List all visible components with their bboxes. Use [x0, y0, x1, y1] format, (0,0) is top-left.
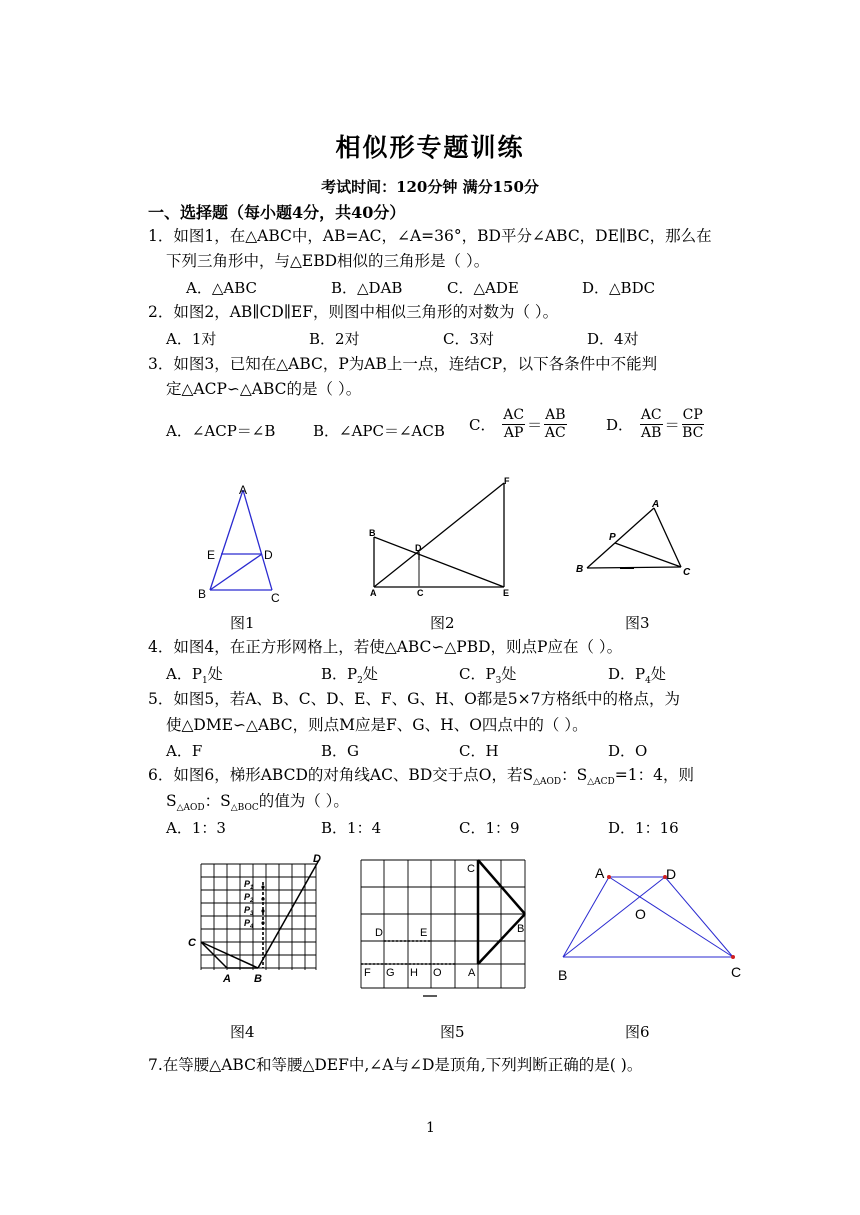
fig4-label-a: A: [223, 973, 231, 985]
q1-option-b: B．△DAB: [331, 279, 403, 297]
q4-option-d-label: D．P: [608, 665, 646, 683]
q6-option-b: B．1：4: [321, 819, 382, 837]
q4-option-a-label: A．P: [166, 665, 202, 683]
fig3-label-p: P: [609, 532, 616, 543]
fig5-label-o: O: [433, 967, 442, 979]
question-6-line2: [166, 791, 349, 818]
fig6-label-o: O: [635, 906, 646, 922]
figure-1: [195, 480, 295, 605]
q1-option-d: D．△BDC: [582, 279, 656, 297]
q6-text-2: ：S: [561, 766, 588, 784]
q5-option-b: B．G: [321, 742, 360, 760]
q3-option-d: [606, 407, 706, 442]
fig5-label-f: F: [364, 967, 371, 979]
fig6-label-c: C: [731, 964, 742, 980]
frac-numerator: AB: [545, 407, 566, 423]
q5-option-a: A．F: [166, 742, 203, 760]
q5-option-d: D．O: [608, 742, 648, 760]
fig2-label-c: C: [417, 588, 424, 598]
frac-denominator: AB: [641, 425, 662, 441]
fig3-label-b: B: [576, 564, 584, 575]
q3-c-fraction-1: [502, 407, 525, 442]
question-1-line2: 下列三角形中，与△EBD相似的三角形是（ ）。: [166, 252, 490, 270]
fig1-label-d: D: [264, 548, 273, 562]
q4-option-c-label: C．P: [459, 665, 496, 683]
q6-text-3: =1：4，则: [614, 766, 694, 784]
fig1-label-a: A: [239, 483, 248, 497]
fig5-label-a: A: [468, 967, 476, 979]
fig5-label-g: G: [386, 967, 395, 979]
fig6-label-b: B: [558, 967, 568, 983]
fig2-label-f: F: [504, 476, 510, 486]
fig5-label-d: D: [375, 927, 383, 939]
q4-option-c: [459, 663, 516, 686]
subscript: △ACD: [587, 777, 615, 788]
subscript: △AOD: [533, 777, 562, 788]
q3-option-d-label: D．: [606, 416, 634, 434]
q5-option-c: C．H: [459, 742, 499, 760]
question-5-line1: 5．如图5，若A、B、C、D、E、F、G、H、O都是5×7方格纸中的格点，为: [148, 690, 680, 708]
q4-option-d: [608, 663, 666, 686]
question-3-line2: 定△ACP∽△ABC的是（ ）。: [166, 380, 362, 398]
q6-option-a: A．1：3: [166, 819, 226, 837]
question-3-line1: 3．如图3，已知在△ABC，P为AB上一点，连结CP，以下各条件中不能判: [148, 355, 658, 373]
q2-option-c: C．3对: [443, 330, 495, 348]
frac-denominator: AP: [503, 425, 524, 441]
figure-2: [366, 475, 516, 600]
fig4-label-p2: P: [244, 892, 251, 902]
fig2-label-a: A: [370, 588, 377, 598]
caption-fig2: 图2: [430, 614, 455, 632]
q4-suffix: 处: [207, 665, 223, 683]
q4-option-a: [166, 663, 223, 686]
subscript: 4: [645, 676, 651, 686]
q6-text-4: S: [166, 792, 177, 810]
q4-option-b: [321, 663, 378, 686]
fig4-sub-1: 1: [250, 885, 254, 891]
q6-option-d: D．1：16: [608, 819, 679, 837]
caption-fig6: 图6: [625, 1023, 650, 1041]
figure-5: [353, 852, 533, 1002]
fig5-label-c: C: [467, 863, 475, 875]
q6-text-1: 6．如图6，梯形ABCD的对角线AC、BD交于点O，若S: [148, 766, 534, 784]
equals-sign: ＝: [527, 416, 543, 434]
fig4-label-b: B: [254, 973, 262, 985]
fig4-label-p4: P: [244, 918, 251, 928]
frac-numerator: AC: [503, 407, 525, 423]
fig5-label-e: E: [420, 927, 428, 939]
subscript: 1: [201, 676, 208, 686]
fig1-label-c: C: [271, 591, 280, 605]
fig4-sub-3: 3: [250, 911, 254, 917]
fig3-label-a: A: [652, 499, 660, 510]
subscript: 3: [495, 676, 502, 686]
caption-fig1: 图1: [230, 614, 255, 632]
q3-option-c: [469, 407, 569, 442]
figure-3: [572, 495, 702, 585]
fig5-label-h: H: [410, 967, 418, 979]
q3-option-c-label: C．: [469, 416, 496, 434]
q2-option-a: A．1对: [166, 330, 217, 348]
caption-fig4: 图4: [230, 1023, 255, 1041]
frac-denominator: AC: [544, 425, 566, 441]
page-number: 1: [426, 1120, 435, 1136]
exam-info: 考试时间：120分钟 满分150分: [321, 178, 539, 196]
question-6-line1: [148, 765, 694, 792]
subscript: △BOC: [230, 803, 259, 814]
caption-fig3: 图3: [625, 614, 650, 632]
q3-c-fraction-2: [544, 407, 566, 442]
fig4-sub-2: 2: [250, 898, 254, 904]
figure-4: [183, 852, 328, 992]
section-heading: 一、选择题（每小题4分，共40分）: [148, 203, 406, 222]
frac-denominator: BC: [682, 425, 704, 441]
frac-numerator: AC: [640, 407, 662, 423]
caption-fig5: 图5: [440, 1023, 465, 1041]
question-7: 7.在等腰△ABC和等腰△DEF中,∠A与∠D是顶角,下列判断正确的是( )。: [148, 1056, 643, 1074]
frac-numerator: CP: [682, 407, 703, 423]
q1-option-c: C．△ADE: [447, 279, 519, 297]
fig4-label-p1: P: [244, 879, 251, 889]
q2-option-d: D．4对: [587, 330, 639, 348]
fig5-label-b: B: [517, 923, 525, 935]
question-1-line1: 1．如图1，在△ABC中，AB=AC，∠A=36°，BD平分∠ABC，DE∥BC，那么在: [148, 227, 712, 245]
q6-option-c: C．1：9: [459, 819, 520, 837]
fig4-sub-4: 4: [250, 924, 254, 930]
q3-d-fraction-2: [682, 407, 704, 442]
q3-option-a: A．∠ACP＝∠B: [166, 422, 276, 440]
fig4-label-d: D: [313, 853, 321, 865]
q3-option-b: B．∠APC＝∠ACB: [313, 422, 445, 440]
fig2-label-d: D: [415, 543, 422, 553]
q4-option-b-label: B．P: [321, 665, 358, 683]
fig4-label-p3: P: [244, 905, 251, 915]
fig4-label-c: C: [188, 937, 196, 949]
q4-suffix: 处: [362, 665, 378, 683]
q6-text-5: ：S: [204, 792, 231, 810]
fig2-label-b: B: [369, 528, 376, 538]
fig1-label-e: E: [207, 548, 216, 562]
subscript: △AOD: [176, 803, 205, 814]
q6-text-6: 的值为（ ）。: [258, 792, 349, 810]
q4-suffix: 处: [650, 665, 666, 683]
q4-suffix: 处: [501, 665, 517, 683]
fig6-label-d: D: [666, 866, 677, 882]
question-5-line2: 使△DME∽△ABC，则点M应是F、G、H、O四点中的（ ）。: [166, 716, 588, 734]
question-4-line1: 4．如图4，在正方形网格上，若使△ABC∽△PBD，则点P应在（ ）。: [148, 638, 623, 656]
q1-option-a: A．△ABC: [186, 279, 257, 297]
fig3-label-c: C: [683, 567, 691, 578]
equals-sign: ＝: [664, 416, 680, 434]
subscript: 2: [357, 676, 363, 686]
fig1-label-b: B: [198, 587, 207, 601]
fig6-label-a: A: [595, 865, 605, 881]
fig2-label-e: E: [503, 588, 510, 598]
figure-6: [555, 860, 755, 985]
q2-option-b: B．2对: [309, 330, 360, 348]
question-2-line1: 2．如图2，AB∥CD∥EF，则图中相似三角形的对数为（ ）。: [148, 303, 559, 321]
q3-d-fraction-1: [640, 407, 663, 442]
page-title: 相似形专题训练: [335, 133, 525, 162]
